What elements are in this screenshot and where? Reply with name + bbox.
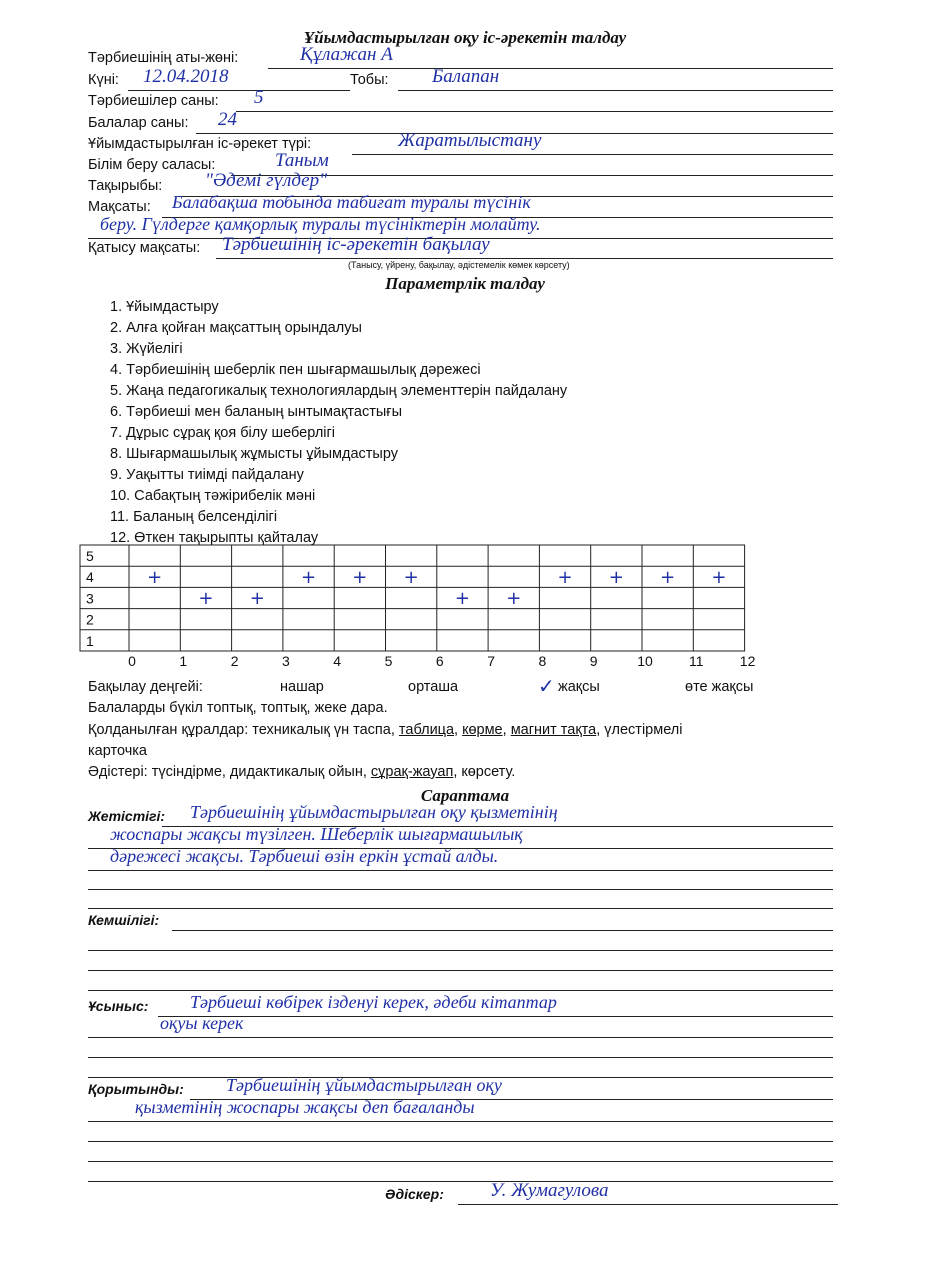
tools-line2: карточка (88, 743, 147, 759)
methodist-label: Әдіскер: (385, 1186, 444, 1202)
topic-label: Тақырыбы: (88, 178, 163, 194)
score-mark: + (506, 588, 522, 609)
param-item: 12. Өткен тақырыпты қайталау (110, 530, 319, 546)
group-value[interactable]: Балапан (432, 66, 500, 87)
score-mark: + (249, 588, 265, 609)
row-label: 1 (86, 632, 94, 649)
goal-value-line1[interactable]: Балабақша тобында табиғат туралы түсінік (172, 192, 531, 212)
suggestion-line1[interactable]: Тәрбиеші көбірек ізденуі керек, әдеби кітаптар (190, 992, 557, 1012)
params-title: Параметрлік талдау (385, 274, 545, 293)
group-label: Тобы: (350, 72, 389, 88)
achievement-label: Жетістігі: (88, 808, 166, 824)
children-count-value[interactable]: 24 (218, 109, 237, 130)
teachers-count-value[interactable]: 5 (254, 87, 264, 108)
level-good: жақсы (558, 679, 600, 695)
param-item: 11. Баланың белсенділігі (110, 509, 278, 525)
param-item: 2. Алға қойған мақсаттың орындалуы (110, 320, 362, 336)
achievement-line2[interactable]: жоспары жақсы түзілген. Шеберлік шығармашылық (110, 824, 523, 844)
param-item: 8. Шығармашылық жұмысты ұйымдастыру (110, 446, 399, 462)
suggestion-line2[interactable]: оқуы керек (160, 1013, 244, 1033)
children-organization: Балаларды бүкіл топтық, топтық, жеке дара. (88, 700, 388, 716)
param-item: 1. Ұйымдастыру (110, 299, 219, 315)
education-area-value[interactable]: Таным (275, 150, 329, 171)
suggestion-label: Ұсыныс: (88, 998, 149, 1014)
score-mark: + (198, 588, 214, 609)
education-area-label: Білім беру саласы: (88, 157, 216, 173)
teacher-name-label: Тәрбиешінің аты-жөні: (88, 50, 239, 66)
page-title: Ұйымдастырылған оқу іс-әрекетін талдау (303, 28, 627, 47)
param-item: 4. Тәрбиешінің шеберлік пен шығармашылық дәрежесі (110, 362, 481, 378)
level-check-mark: ✓ (538, 676, 555, 698)
review-title: Сараптама (420, 786, 510, 805)
participation-goal-label: Қатысу мақсаты: (88, 240, 201, 256)
x-tick-label: 3 (282, 653, 290, 669)
x-tick-label: 10 (637, 653, 653, 669)
control-level-label: Бақылау деңгейі: (88, 679, 203, 695)
x-tick-label: 7 (487, 653, 495, 669)
tools-line: Қолданылған құралдар: техникалық үн таспа, таблица, көрме, магнит тақта, үлестірмелі (88, 722, 683, 738)
topic-value[interactable]: "Әдемі гүлдер" (205, 170, 328, 191)
score-mark: + (660, 566, 676, 588)
teacher-name-value[interactable]: Құлажан А (300, 44, 393, 65)
x-tick-label: 8 (538, 653, 547, 669)
participation-goal-hint: (Танысу, үйрену, бақылау, әдістемелік көмек көрсету) (348, 260, 570, 270)
x-tick-label: 0 (128, 653, 136, 669)
row-label: 5 (86, 548, 94, 564)
goal-label: Мақсаты: (88, 199, 151, 215)
conclusion-label: Қорытынды: (88, 1081, 184, 1097)
score-mark: + (454, 588, 470, 609)
participation-goal-value[interactable]: Тәрбиешінің іс-әрекетін бақылау (222, 234, 490, 255)
param-item: 6. Тәрбиеші мен баланың ынтымақтастығы (110, 404, 402, 420)
conclusion-line2[interactable]: қызметінің жоспары жақсы деп бағаланды (135, 1097, 475, 1117)
score-mark: + (608, 566, 624, 588)
score-mark: + (147, 566, 163, 588)
date-value[interactable]: 12.04.2018 (143, 66, 229, 87)
x-tick-label: 11 (689, 653, 704, 669)
children-count-label: Балалар саны: (88, 115, 189, 131)
row-label: 3 (86, 590, 94, 607)
x-tick-label: 6 (435, 653, 444, 669)
methods-line: Әдістері: түсіндірме, дидактикалық ойын, сұрақ-жауап, көрсету. (88, 764, 516, 780)
param-item: 3. Жүйелігі (110, 341, 183, 357)
param-item: 7. Дұрыс сұрақ қоя білу шеберлігі (110, 425, 336, 441)
level-average: орташа (408, 679, 459, 695)
activity-type-label: Ұйымдастырылған іс-әрекет түрі: (88, 136, 312, 152)
x-tick-label: 9 (589, 653, 598, 669)
shortcoming-label: Кемшілігі: (88, 912, 160, 928)
x-tick-label: 5 (384, 653, 393, 669)
teachers-count-label: Тәрбиешілер саны: (88, 93, 219, 109)
param-item: 5. Жаңа педагогикалық технологиялардың элементтерін пайдалану (110, 383, 568, 399)
score-mark: + (301, 566, 317, 588)
achievement-line1[interactable]: Тәрбиешінің ұйымдастырылған оқу қызметінің (190, 802, 558, 822)
methodist-signature[interactable]: У. Жумагулова (490, 1180, 609, 1201)
score-mark: + (557, 566, 573, 588)
date-label: Күні: (88, 72, 119, 88)
score-mark: + (403, 566, 419, 588)
x-tick-label: 12 (739, 653, 756, 669)
activity-type-value[interactable]: Жаратылыстану (398, 130, 542, 151)
level-poor: нашар (280, 679, 324, 695)
param-item: 9. Уақытты тиімді пайдалану (110, 467, 304, 483)
row-label: 4 (86, 569, 94, 586)
score-mark: + (352, 566, 368, 588)
grid-border (80, 545, 745, 651)
achievement-line3[interactable]: дәрежесі жақсы. Тәрбиеші өзін еркін ұстай алды. (110, 846, 499, 866)
conclusion-line1[interactable]: Тәрбиешінің ұйымдастырылған оқу (226, 1075, 502, 1095)
x-tick-label: 4 (333, 653, 342, 669)
row-label: 2 (86, 611, 94, 628)
x-tick-label: 1 (179, 653, 188, 669)
goal-value-line2[interactable]: беру. Гүлдерге қамқорлық туралы түсініктерін молайту. (100, 214, 541, 234)
param-item: 10. Сабақтың тәжірибелік мәні (110, 488, 316, 504)
x-tick-label: 2 (230, 653, 239, 669)
level-excellent: өте жақсы (685, 679, 754, 695)
score-mark: + (711, 566, 727, 588)
